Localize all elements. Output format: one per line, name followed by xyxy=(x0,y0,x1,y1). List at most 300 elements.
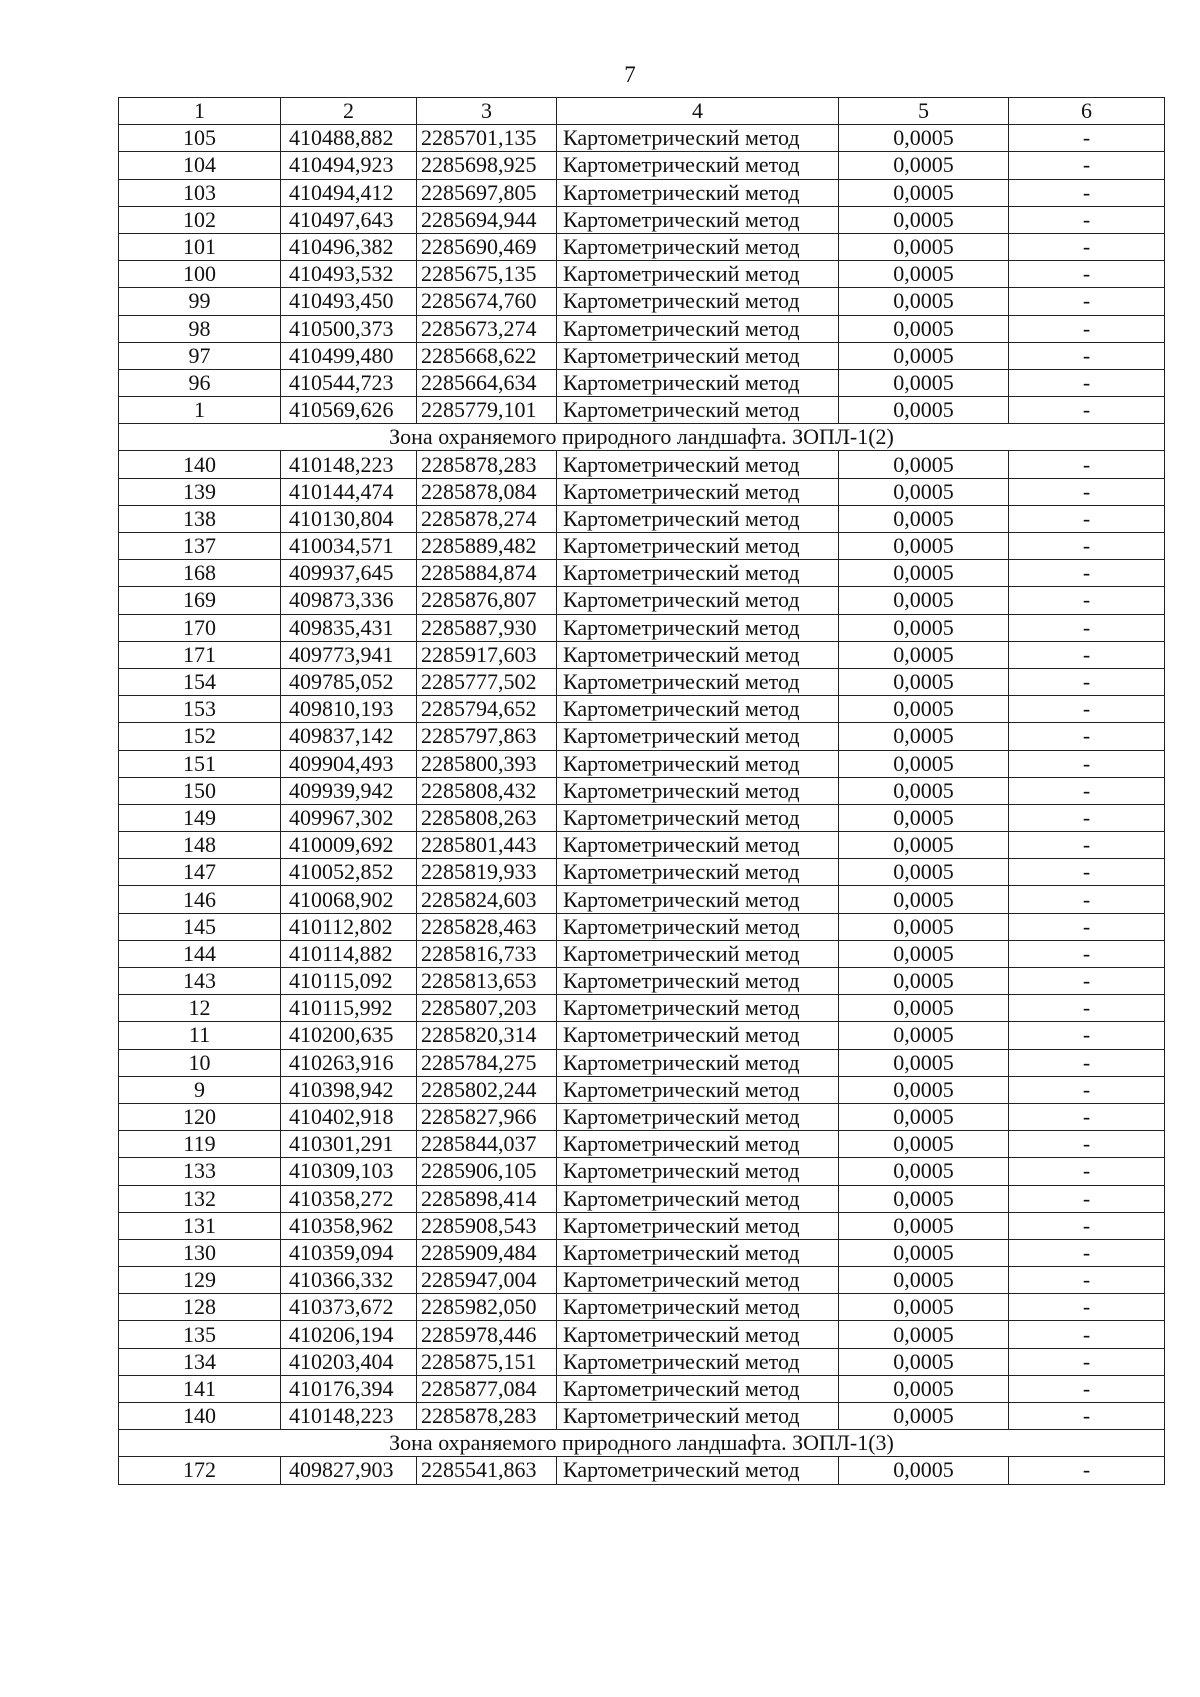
section-title: Зона охраняемого природного ландшафта. ЗОПЛ-1(3) xyxy=(119,1430,1165,1457)
table-row xyxy=(119,125,1165,152)
point-number-cell: 140 xyxy=(119,451,281,478)
note-cell: - xyxy=(1009,1022,1165,1049)
method-cell: Картометрический метод xyxy=(557,940,839,967)
error-cell: 0,0005 xyxy=(839,478,1009,505)
note-cell: - xyxy=(1009,913,1165,940)
y-coordinate-cell: 2285982,050 xyxy=(417,1294,557,1321)
method-cell: Картометрический метод xyxy=(557,451,839,478)
point-number-cell: 135 xyxy=(119,1321,281,1348)
y-coordinate-cell: 2285674,760 xyxy=(417,288,557,315)
point-number-cell: 100 xyxy=(119,261,281,288)
column-header: 2 xyxy=(281,98,417,125)
point-number-cell: 101 xyxy=(119,233,281,260)
table-row xyxy=(119,777,1165,804)
point-number-cell: 153 xyxy=(119,696,281,723)
error-cell: 0,0005 xyxy=(839,152,1009,179)
method-cell: Картометрический метод xyxy=(557,369,839,396)
y-coordinate-cell: 2285807,203 xyxy=(417,995,557,1022)
point-number-cell: 98 xyxy=(119,315,281,342)
point-number-cell: 148 xyxy=(119,832,281,859)
note-cell: - xyxy=(1009,1212,1165,1239)
method-cell: Картометрический метод xyxy=(557,1212,839,1239)
point-number-cell: 104 xyxy=(119,152,281,179)
y-coordinate-cell: 2285820,314 xyxy=(417,1022,557,1049)
y-coordinate-cell: 2285808,432 xyxy=(417,777,557,804)
error-cell: 0,0005 xyxy=(839,668,1009,695)
method-cell: Картометрический метод xyxy=(557,1103,839,1130)
x-coordinate-cell: 410569,626 xyxy=(281,397,417,424)
x-coordinate-cell: 410497,643 xyxy=(281,206,417,233)
point-number-cell: 138 xyxy=(119,505,281,532)
note-cell: - xyxy=(1009,859,1165,886)
table-row xyxy=(119,233,1165,260)
method-cell: Картометрический метод xyxy=(557,1076,839,1103)
x-coordinate-cell: 410373,672 xyxy=(281,1294,417,1321)
note-cell: - xyxy=(1009,1457,1165,1484)
x-coordinate-cell: 410114,882 xyxy=(281,940,417,967)
y-coordinate-cell: 2285673,274 xyxy=(417,315,557,342)
point-number-cell: 99 xyxy=(119,288,281,315)
error-cell: 0,0005 xyxy=(839,505,1009,532)
table-row xyxy=(119,940,1165,967)
method-cell: Картометрический метод xyxy=(557,1239,839,1266)
y-coordinate-cell: 2285816,733 xyxy=(417,940,557,967)
y-coordinate-cell: 2285828,463 xyxy=(417,913,557,940)
y-coordinate-cell: 2285878,283 xyxy=(417,451,557,478)
table-row xyxy=(119,1022,1165,1049)
table-row xyxy=(119,1321,1165,1348)
method-cell: Картометрический метод xyxy=(557,913,839,940)
x-coordinate-cell: 410493,450 xyxy=(281,288,417,315)
method-cell: Картометрический метод xyxy=(557,995,839,1022)
x-coordinate-cell: 410200,635 xyxy=(281,1022,417,1049)
method-cell: Картометрический метод xyxy=(557,179,839,206)
error-cell: 0,0005 xyxy=(839,1185,1009,1212)
error-cell: 0,0005 xyxy=(839,995,1009,1022)
error-cell: 0,0005 xyxy=(839,1103,1009,1130)
point-number-cell: 133 xyxy=(119,1158,281,1185)
point-number-cell: 9 xyxy=(119,1076,281,1103)
error-cell: 0,0005 xyxy=(839,750,1009,777)
note-cell: - xyxy=(1009,804,1165,831)
x-coordinate-cell: 410052,852 xyxy=(281,859,417,886)
x-coordinate-cell: 410309,103 xyxy=(281,1158,417,1185)
point-number-cell: 145 xyxy=(119,913,281,940)
point-number-cell: 154 xyxy=(119,668,281,695)
table-row xyxy=(119,315,1165,342)
error-cell: 0,0005 xyxy=(839,179,1009,206)
x-coordinate-cell: 410144,474 xyxy=(281,478,417,505)
y-coordinate-cell: 2285794,652 xyxy=(417,696,557,723)
note-cell: - xyxy=(1009,533,1165,560)
y-coordinate-cell: 2285889,482 xyxy=(417,533,557,560)
note-cell: - xyxy=(1009,696,1165,723)
error-cell: 0,0005 xyxy=(839,206,1009,233)
table-row xyxy=(119,560,1165,587)
y-coordinate-cell: 2285877,084 xyxy=(417,1375,557,1402)
method-cell: Картометрический метод xyxy=(557,587,839,614)
table-row xyxy=(119,1076,1165,1103)
note-cell: - xyxy=(1009,1267,1165,1294)
y-coordinate-cell: 2285784,275 xyxy=(417,1049,557,1076)
error-cell: 0,0005 xyxy=(839,315,1009,342)
point-number-cell: 132 xyxy=(119,1185,281,1212)
table-row xyxy=(119,505,1165,532)
note-cell: - xyxy=(1009,968,1165,995)
note-cell: - xyxy=(1009,1158,1165,1185)
method-cell: Картометрический метод xyxy=(557,478,839,505)
y-coordinate-cell: 2285909,484 xyxy=(417,1239,557,1266)
error-cell: 0,0005 xyxy=(839,696,1009,723)
point-number-cell: 170 xyxy=(119,614,281,641)
column-header: 5 xyxy=(839,98,1009,125)
x-coordinate-cell: 410358,272 xyxy=(281,1185,417,1212)
note-cell: - xyxy=(1009,397,1165,424)
error-cell: 0,0005 xyxy=(839,342,1009,369)
note-cell: - xyxy=(1009,614,1165,641)
error-cell: 0,0005 xyxy=(839,1076,1009,1103)
x-coordinate-cell: 410115,092 xyxy=(281,968,417,995)
note-cell: - xyxy=(1009,723,1165,750)
table-row xyxy=(119,152,1165,179)
x-coordinate-cell: 409967,302 xyxy=(281,804,417,831)
x-coordinate-cell: 409937,645 xyxy=(281,560,417,587)
table-row xyxy=(119,1457,1165,1484)
section-row xyxy=(119,1430,1165,1457)
note-cell: - xyxy=(1009,1131,1165,1158)
x-coordinate-cell: 410176,394 xyxy=(281,1375,417,1402)
point-number-cell: 168 xyxy=(119,560,281,587)
note-cell: - xyxy=(1009,369,1165,396)
x-coordinate-cell: 409873,336 xyxy=(281,587,417,614)
table-row xyxy=(119,533,1165,560)
column-header: 6 xyxy=(1009,98,1165,125)
error-cell: 0,0005 xyxy=(839,1294,1009,1321)
method-cell: Картометрический метод xyxy=(557,1294,839,1321)
error-cell: 0,0005 xyxy=(839,1321,1009,1348)
point-number-cell: 139 xyxy=(119,478,281,505)
error-cell: 0,0005 xyxy=(839,533,1009,560)
method-cell: Картометрический метод xyxy=(557,668,839,695)
method-cell: Картометрический метод xyxy=(557,723,839,750)
y-coordinate-cell: 2285908,543 xyxy=(417,1212,557,1239)
table-row xyxy=(119,668,1165,695)
note-cell: - xyxy=(1009,478,1165,505)
x-coordinate-cell: 410494,412 xyxy=(281,179,417,206)
y-coordinate-cell: 2285701,135 xyxy=(417,125,557,152)
method-cell: Картометрический метод xyxy=(557,750,839,777)
note-cell: - xyxy=(1009,315,1165,342)
error-cell: 0,0005 xyxy=(839,1267,1009,1294)
method-cell: Картометрический метод xyxy=(557,859,839,886)
table-row xyxy=(119,451,1165,478)
error-cell: 0,0005 xyxy=(839,723,1009,750)
method-cell: Картометрический метод xyxy=(557,397,839,424)
column-header: 1 xyxy=(119,98,281,125)
y-coordinate-cell: 2285779,101 xyxy=(417,397,557,424)
error-cell: 0,0005 xyxy=(839,1158,1009,1185)
x-coordinate-cell: 409773,941 xyxy=(281,641,417,668)
note-cell: - xyxy=(1009,261,1165,288)
x-coordinate-cell: 410359,094 xyxy=(281,1239,417,1266)
error-cell: 0,0005 xyxy=(839,369,1009,396)
point-number-cell: 151 xyxy=(119,750,281,777)
y-coordinate-cell: 2285664,634 xyxy=(417,369,557,396)
point-number-cell: 103 xyxy=(119,179,281,206)
method-cell: Картометрический метод xyxy=(557,1131,839,1158)
y-coordinate-cell: 2285777,502 xyxy=(417,668,557,695)
note-cell: - xyxy=(1009,1321,1165,1348)
error-cell: 0,0005 xyxy=(839,261,1009,288)
point-number-cell: 130 xyxy=(119,1239,281,1266)
point-number-cell: 146 xyxy=(119,886,281,913)
y-coordinate-cell: 2285800,393 xyxy=(417,750,557,777)
x-coordinate-cell: 410301,291 xyxy=(281,1131,417,1158)
error-cell: 0,0005 xyxy=(839,859,1009,886)
method-cell: Картометрический метод xyxy=(557,233,839,260)
method-cell: Картометрический метод xyxy=(557,261,839,288)
point-number-cell: 172 xyxy=(119,1457,281,1484)
x-coordinate-cell: 410203,404 xyxy=(281,1348,417,1375)
point-number-cell: 147 xyxy=(119,859,281,886)
error-cell: 0,0005 xyxy=(839,777,1009,804)
x-coordinate-cell: 410148,223 xyxy=(281,1403,417,1430)
method-cell: Картометрический метод xyxy=(557,832,839,859)
note-cell: - xyxy=(1009,1375,1165,1402)
table-row xyxy=(119,750,1165,777)
y-coordinate-cell: 2285844,037 xyxy=(417,1131,557,1158)
table-row xyxy=(119,1212,1165,1239)
x-coordinate-cell: 410499,480 xyxy=(281,342,417,369)
error-cell: 0,0005 xyxy=(839,832,1009,859)
note-cell: - xyxy=(1009,641,1165,668)
error-cell: 0,0005 xyxy=(839,1239,1009,1266)
y-coordinate-cell: 2285808,263 xyxy=(417,804,557,831)
x-coordinate-cell: 409810,193 xyxy=(281,696,417,723)
method-cell: Картометрический метод xyxy=(557,614,839,641)
method-cell: Картометрический метод xyxy=(557,533,839,560)
table-row xyxy=(119,886,1165,913)
error-cell: 0,0005 xyxy=(839,451,1009,478)
note-cell: - xyxy=(1009,1294,1165,1321)
note-cell: - xyxy=(1009,832,1165,859)
point-number-cell: 11 xyxy=(119,1022,281,1049)
method-cell: Картометрический метод xyxy=(557,886,839,913)
x-coordinate-cell: 410115,992 xyxy=(281,995,417,1022)
y-coordinate-cell: 2285978,446 xyxy=(417,1321,557,1348)
y-coordinate-cell: 2285694,944 xyxy=(417,206,557,233)
y-coordinate-cell: 2285801,443 xyxy=(417,832,557,859)
table-row xyxy=(119,261,1165,288)
error-cell: 0,0005 xyxy=(839,233,1009,260)
x-coordinate-cell: 410398,942 xyxy=(281,1076,417,1103)
method-cell: Картометрический метод xyxy=(557,1348,839,1375)
y-coordinate-cell: 2285675,135 xyxy=(417,261,557,288)
column-header: 3 xyxy=(417,98,557,125)
x-coordinate-cell: 410206,194 xyxy=(281,1321,417,1348)
note-cell: - xyxy=(1009,1403,1165,1430)
y-coordinate-cell: 2285690,469 xyxy=(417,233,557,260)
x-coordinate-cell: 410488,882 xyxy=(281,125,417,152)
note-cell: - xyxy=(1009,179,1165,206)
y-coordinate-cell: 2285906,105 xyxy=(417,1158,557,1185)
method-cell: Картометрический метод xyxy=(557,804,839,831)
point-number-cell: 131 xyxy=(119,1212,281,1239)
x-coordinate-cell: 409837,142 xyxy=(281,723,417,750)
y-coordinate-cell: 2285917,603 xyxy=(417,641,557,668)
table-row xyxy=(119,696,1165,723)
x-coordinate-cell: 410500,373 xyxy=(281,315,417,342)
table-row xyxy=(119,832,1165,859)
note-cell: - xyxy=(1009,125,1165,152)
method-cell: Картометрический метод xyxy=(557,1022,839,1049)
y-coordinate-cell: 2285797,863 xyxy=(417,723,557,750)
method-cell: Картометрический метод xyxy=(557,1457,839,1484)
table-row xyxy=(119,206,1165,233)
table-row xyxy=(119,1185,1165,1212)
y-coordinate-cell: 2285898,414 xyxy=(417,1185,557,1212)
y-coordinate-cell: 2285541,863 xyxy=(417,1457,557,1484)
note-cell: - xyxy=(1009,995,1165,1022)
note-cell: - xyxy=(1009,1185,1165,1212)
section-title: Зона охраняемого природного ландшафта. ЗОПЛ-1(2) xyxy=(119,424,1165,451)
point-number-cell: 140 xyxy=(119,1403,281,1430)
x-coordinate-cell: 410402,918 xyxy=(281,1103,417,1130)
table-row xyxy=(119,478,1165,505)
table-row xyxy=(119,587,1165,614)
y-coordinate-cell: 2285947,004 xyxy=(417,1267,557,1294)
table-row xyxy=(119,804,1165,831)
point-number-cell: 102 xyxy=(119,206,281,233)
method-cell: Картометрический метод xyxy=(557,288,839,315)
x-coordinate-cell: 410496,382 xyxy=(281,233,417,260)
point-number-cell: 10 xyxy=(119,1049,281,1076)
point-number-cell: 96 xyxy=(119,369,281,396)
method-cell: Картометрический метод xyxy=(557,560,839,587)
point-number-cell: 171 xyxy=(119,641,281,668)
table-row xyxy=(119,1348,1165,1375)
method-cell: Картометрический метод xyxy=(557,342,839,369)
method-cell: Картометрический метод xyxy=(557,152,839,179)
point-number-cell: 1 xyxy=(119,397,281,424)
point-number-cell: 137 xyxy=(119,533,281,560)
x-coordinate-cell: 409785,052 xyxy=(281,668,417,695)
table-row xyxy=(119,1158,1165,1185)
x-coordinate-cell: 410358,962 xyxy=(281,1212,417,1239)
y-coordinate-cell: 2285827,966 xyxy=(417,1103,557,1130)
y-coordinate-cell: 2285878,084 xyxy=(417,478,557,505)
table-header-row xyxy=(119,98,1165,125)
error-cell: 0,0005 xyxy=(839,804,1009,831)
point-number-cell: 143 xyxy=(119,968,281,995)
error-cell: 0,0005 xyxy=(839,587,1009,614)
column-header: 4 xyxy=(557,98,839,125)
method-cell: Картометрический метод xyxy=(557,1049,839,1076)
y-coordinate-cell: 2285887,930 xyxy=(417,614,557,641)
error-cell: 0,0005 xyxy=(839,560,1009,587)
section-row xyxy=(119,424,1165,451)
table-row xyxy=(119,859,1165,886)
x-coordinate-cell: 410263,916 xyxy=(281,1049,417,1076)
x-coordinate-cell: 409939,942 xyxy=(281,777,417,804)
x-coordinate-cell: 409827,903 xyxy=(281,1457,417,1484)
method-cell: Картометрический метод xyxy=(557,315,839,342)
point-number-cell: 144 xyxy=(119,940,281,967)
method-cell: Картометрический метод xyxy=(557,641,839,668)
note-cell: - xyxy=(1009,288,1165,315)
point-number-cell: 120 xyxy=(119,1103,281,1130)
table-row xyxy=(119,179,1165,206)
method-cell: Картометрический метод xyxy=(557,968,839,995)
point-number-cell: 152 xyxy=(119,723,281,750)
y-coordinate-cell: 2285876,807 xyxy=(417,587,557,614)
y-coordinate-cell: 2285884,874 xyxy=(417,560,557,587)
method-cell: Картометрический метод xyxy=(557,777,839,804)
table-row xyxy=(119,288,1165,315)
note-cell: - xyxy=(1009,560,1165,587)
table-row xyxy=(119,397,1165,424)
note-cell: - xyxy=(1009,777,1165,804)
table-row xyxy=(119,369,1165,396)
note-cell: - xyxy=(1009,587,1165,614)
x-coordinate-cell: 410034,571 xyxy=(281,533,417,560)
note-cell: - xyxy=(1009,206,1165,233)
table-row xyxy=(119,1131,1165,1158)
note-cell: - xyxy=(1009,668,1165,695)
note-cell: - xyxy=(1009,505,1165,532)
note-cell: - xyxy=(1009,1348,1165,1375)
y-coordinate-cell: 2285668,622 xyxy=(417,342,557,369)
x-coordinate-cell: 410544,723 xyxy=(281,369,417,396)
error-cell: 0,0005 xyxy=(839,1049,1009,1076)
point-number-cell: 134 xyxy=(119,1348,281,1375)
y-coordinate-cell: 2285875,151 xyxy=(417,1348,557,1375)
y-coordinate-cell: 2285878,274 xyxy=(417,505,557,532)
note-cell: - xyxy=(1009,1076,1165,1103)
note-cell: - xyxy=(1009,1049,1165,1076)
table-row xyxy=(119,1375,1165,1402)
x-coordinate-cell: 410112,802 xyxy=(281,913,417,940)
error-cell: 0,0005 xyxy=(839,1131,1009,1158)
y-coordinate-cell: 2285878,283 xyxy=(417,1403,557,1430)
point-number-cell: 129 xyxy=(119,1267,281,1294)
x-coordinate-cell: 410366,332 xyxy=(281,1267,417,1294)
point-number-cell: 12 xyxy=(119,995,281,1022)
error-cell: 0,0005 xyxy=(839,886,1009,913)
point-number-cell: 97 xyxy=(119,342,281,369)
y-coordinate-cell: 2285819,933 xyxy=(417,859,557,886)
method-cell: Картометрический метод xyxy=(557,1185,839,1212)
point-number-cell: 169 xyxy=(119,587,281,614)
y-coordinate-cell: 2285813,653 xyxy=(417,968,557,995)
table-row xyxy=(119,723,1165,750)
note-cell: - xyxy=(1009,342,1165,369)
method-cell: Картометрический метод xyxy=(557,1321,839,1348)
table-row xyxy=(119,968,1165,995)
y-coordinate-cell: 2285824,603 xyxy=(417,886,557,913)
table-row xyxy=(119,1403,1165,1430)
note-cell: - xyxy=(1009,1239,1165,1266)
coordinates-table-body xyxy=(119,98,1165,1485)
table-row xyxy=(119,1239,1165,1266)
error-cell: 0,0005 xyxy=(839,614,1009,641)
method-cell: Картометрический метод xyxy=(557,125,839,152)
point-number-cell: 119 xyxy=(119,1131,281,1158)
error-cell: 0,0005 xyxy=(839,1348,1009,1375)
table-row xyxy=(119,1049,1165,1076)
coordinates-table xyxy=(118,97,1165,1485)
note-cell: - xyxy=(1009,451,1165,478)
